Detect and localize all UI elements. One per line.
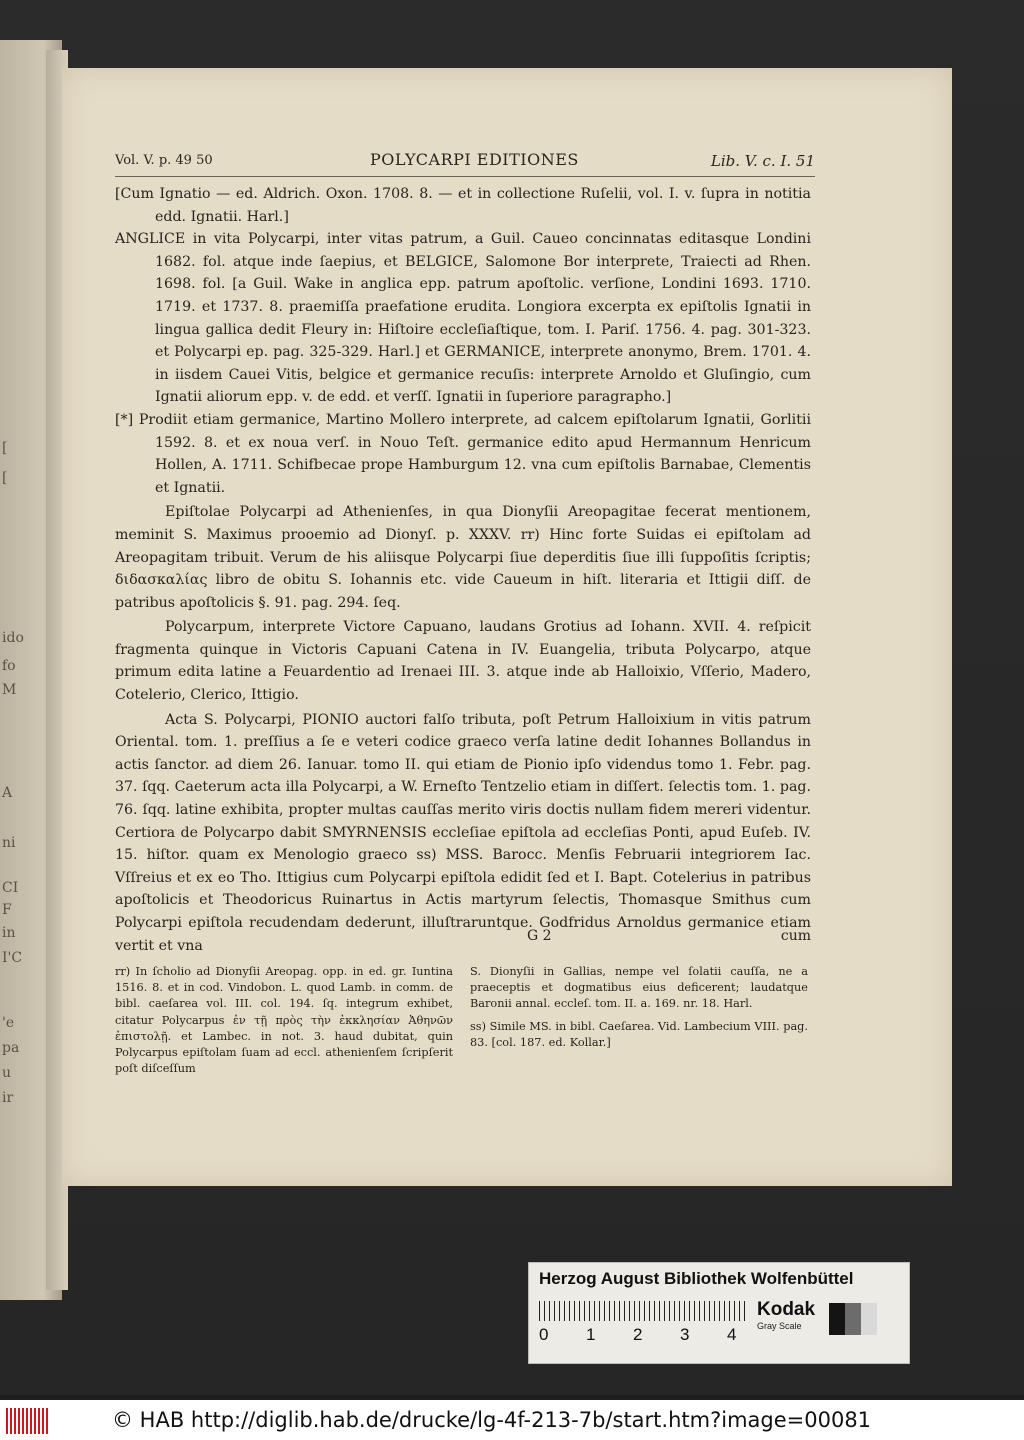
catchword: cum bbox=[780, 928, 811, 944]
facing-fragment: ni bbox=[2, 835, 16, 851]
hab-logo-icon bbox=[6, 1408, 48, 1434]
facing-fragment: [ bbox=[2, 470, 8, 486]
facing-fragment: fo bbox=[2, 658, 16, 674]
gray-swatch-mid bbox=[845, 1303, 861, 1335]
signature-line bbox=[115, 928, 811, 950]
footnote-column-right bbox=[470, 964, 808, 1057]
footnote-rr: rr) In ſcholio ad Dionyſii Areopag. opp. in ed. gr. Iuntina 1516. 8. et in cod. Vindobon. L. quod Lamb. in comm. de bibl. caeſarea vol. III. col. 194. ſq. integrum exhibet, citatur Polycarpus ἐν τῇ πρὸς τὴν ἐκκλησίαν Ἀθηνῶν ἐπιστολῇ. et Lambec. in not. 3. haud dubitat, quin Polycarpus epiſtolam ſuam ad eccl. athenienſem ſcripſerit poſt diſceſſum bbox=[115, 965, 453, 1076]
footnote-rr-continued: S. Dionyſii in Gallias, nempe vel ſolatii cauſſa, ne a praeceptis et dogmatibus eius deficerent; laudatque Baronii annal. eccleſ. tom. II. a. 169. nr. 18. Harl. bbox=[470, 965, 808, 1011]
facing-fragment: M bbox=[2, 682, 17, 698]
facing-fragment: in bbox=[2, 925, 16, 941]
facing-fragment: ir bbox=[2, 1090, 14, 1106]
facing-fragment: CI bbox=[2, 880, 19, 896]
facing-fragment: pa bbox=[2, 1040, 20, 1056]
page-title: POLYCARPI EDITIONES bbox=[370, 150, 579, 169]
source-url-caption[interactable]: © HAB http://diglib.hab.de/drucke/lg-4f-213-7b/start.htm?image=00081 bbox=[112, 1408, 872, 1432]
scale-number: 3 bbox=[680, 1325, 690, 1344]
facing-fragment: I'C bbox=[2, 950, 23, 966]
facing-fragment: ido bbox=[2, 630, 24, 646]
paragraph: [*] Prodiit etiam germanice, Martino Mollero interprete, ad calcem epiſtolarum Ignatii, Gorlitii 1592. 8. et ex noua verſ. in Nouo Teſt. germanice edito apud Hermannum Henricum Hollen, A. 1711. Schifbecae prope Hamburgum 12. vna cum epiſtolis Barnabae, Clementis et Ignatii. bbox=[115, 411, 811, 496]
scale-ruler bbox=[539, 1301, 745, 1321]
volume-reference: Vol. V. p. 49 50 bbox=[115, 153, 213, 168]
gray-swatch-dark bbox=[829, 1303, 845, 1335]
header-rule bbox=[115, 176, 815, 177]
paragraph: Epiſtolae Polycarpi ad Athenienſes, in qua Dionyſii Areopagitae fecerat mentionem, meminit S. Maximus prooemio ad Dionyſ. p. XXXV. rr) Hinc forte Suidas ei epiſtolam ad Areopagitam tribuit. Verum de his aliisque Polycarpi ſiue deperditis ſiue illi ſuppoſitis ſcriptis; διδασκαλίας libro de obitu S. Iohannis etc. vide Caueum in hiſt. literaria et Ittigii diſſ. de patribus apoſtolicis §. 91. pag. 294. ſeq. bbox=[115, 504, 811, 611]
scale-number: 4 bbox=[727, 1325, 737, 1344]
paragraph: Acta S. Polycarpi, PIONIO auctori falſo tributa, poſt Petrum Halloixium in vitis patrum Oriental. tom. 1. preſſius a ſe e veteri codice graeco verſa latine dedit Iohannes Bollandus in actis ſanctor. ad diem 26. Ianuar. tomo II. qui etiam de Pionio ipſo videndus tomo 1. Febr. pag. 37. ſqq. Caeterum acta illa Polycarpi, a W. Erneſto Tentzelio etiam in diſſert. ſelectis tom. 1. pag. 76. ſqq. latine exhibita, propter multas cauſſas merito viris doctis nullam fidem mereri videntur. Certiora de Polycarpo dabit SMYRNENSIS eccleſiae epiſtola ad eccleſias Ponti, apud Euſeb. IV. 15. hiſtor. quam ex Menologio graeco ss) MSS. Barocc. Menſis Februarii integriorem Iac. Vſſreius et ex eo Tho. Ittigius cum Polycarpi epiſtola edidit ſed et I. Bapt. Cotelerius in patribus apoſtolicis et Theodoricus Ruinartus in Actis martyrum ſelectis, Thomasque Smithus cum Polycarpi epiſtola recudendam dederunt, illuſtraruntque. Godfridus Arnoldus germanice etiam vertit et vna bbox=[115, 711, 811, 954]
facing-fragment: 'e bbox=[2, 1015, 15, 1031]
footnote-column-left bbox=[115, 964, 453, 1083]
scale-number: 1 bbox=[586, 1325, 596, 1344]
paragraph: Polycarpum, interprete Victore Capuano, laudans Grotius ad Iohann. XVII. 4. reſpicit fragmenta quinque in Victoris Capuani Catena in IV. Euangelia, tributa Polycarpo, atque primum edita latine a Feuardentio ad Irenaei III. 3. atque inde ab Halloixio, Vſſerio, Madero, Cotelerio, Clerico, Ittigio. bbox=[115, 619, 811, 704]
scale-number: 0 bbox=[539, 1325, 549, 1344]
kodak-logo: Kodak bbox=[757, 1299, 816, 1320]
facing-fragment: u bbox=[2, 1065, 12, 1081]
footnote-ss: ss) Simile MS. in bibl. Caeſarea. Vid. Lambecium VIII. pag. 83. [col. 187. ed. Kollar.] bbox=[470, 1019, 808, 1049]
library-name: Herzog August Bibliothek Wolfenbüttel bbox=[539, 1269, 854, 1288]
running-header bbox=[115, 150, 815, 174]
paragraph: ANGLICE in vita Polycarpi, inter vitas patrum, a Guil. Caueo concinnatas editasque Londini 1682. fol. atque inde ſaepius, et BELGICE, Salomone Bor interprete, Traiecti ad Rhen. 1698. fol. [a Guil. Wake in anglica epp. patrum apoſtolic. verſione, Londini 1693. 1710. 1719. et 1737. 8. praemiſſa praefatione erudita. Longiora excerpta ex epiſtolis Ignatii in lingua gallica dedit Fleury in: Hiſtoire eccleſiaſtique, tom. I. Pariſ. 1756. 4. pag. 301-323. et Polycarpi ep. pag. 325-329. Harl.] et GERMANICE, interprete anonymo, Brem. 1701. 4. in iisdem Cauei Vitis, belgice et germanice recuſis: interprete Arnoldo et Gluſingio, cum Ignatii aliorum epp. v. de edd. et verſſ. Ignatii in ſuperiore paragrapho.] bbox=[115, 231, 811, 406]
book-chapter-page-number: Lib. V. c. I. 51 bbox=[710, 152, 815, 170]
color-calibration-card bbox=[528, 1262, 910, 1364]
facing-fragment: F bbox=[2, 902, 12, 918]
gray-swatch-light bbox=[861, 1303, 877, 1335]
main-text bbox=[115, 183, 811, 957]
facing-fragment: [ bbox=[2, 440, 8, 456]
gray-scale-label: Gray Scale bbox=[757, 1321, 802, 1331]
scale-number: 2 bbox=[633, 1325, 643, 1344]
facing-fragment: A bbox=[2, 785, 13, 801]
signature-mark: G 2 bbox=[527, 928, 552, 944]
paragraph: [Cum Ignatio — ed. Aldrich. Oxon. 1708. 8. — et in collectione Ruſelii, vol. I. v. ſupra in notitia edd. Ignatii. Harl.] bbox=[115, 186, 811, 225]
viewer-footer bbox=[0, 1400, 1024, 1440]
